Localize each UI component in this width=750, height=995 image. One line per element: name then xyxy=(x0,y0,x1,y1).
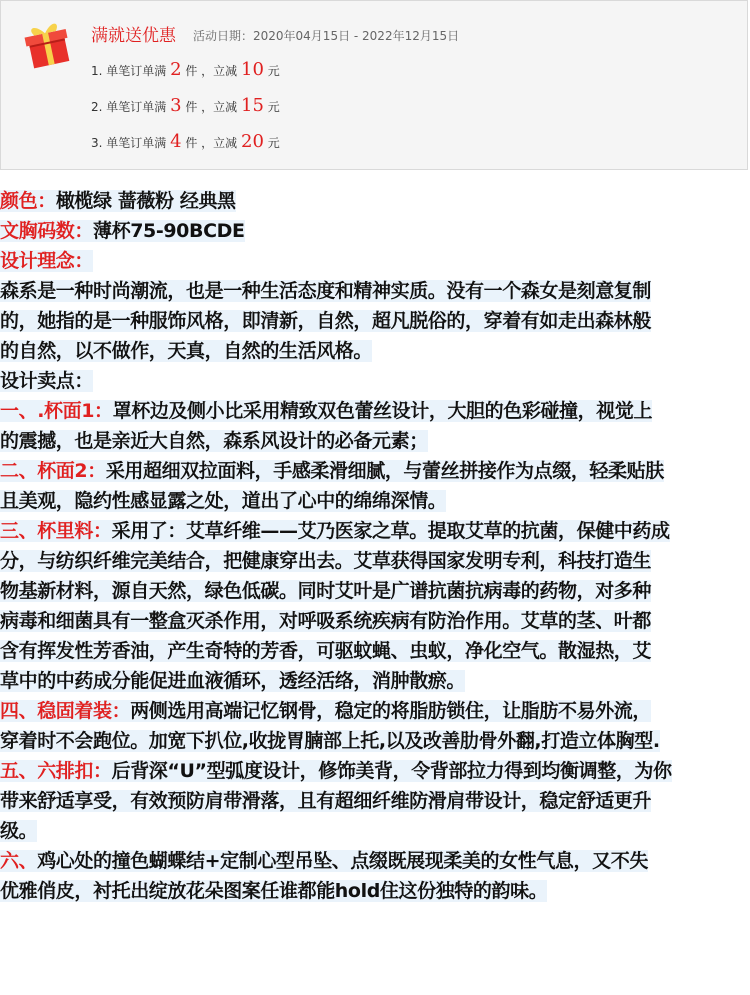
point-label: 四、稳固着装： xyxy=(0,700,131,722)
points-heading: 设计卖点： xyxy=(0,370,94,392)
point-text: 且美观，隐约性感显露之处，道出了心中的绵绵深情。 xyxy=(0,490,447,512)
color-label: 颜色： xyxy=(0,190,56,212)
selling-point-5: 五、六排扣：后背深“U”型弧度设计，修饰美背，令背部拉力得到均衡调整，为你 xyxy=(0,760,672,782)
product-description xyxy=(0,186,750,906)
selling-point-2: 二、杯面2：采用超细双拉面料，手感柔滑细腻，与蕾丝拼接作为点缀，轻柔贴肤 xyxy=(0,460,664,482)
promo-title: 满就送优惠 xyxy=(91,26,176,46)
point-label: 二、杯面2： xyxy=(0,460,106,482)
color-line xyxy=(0,186,750,216)
color-value: 橄榄绿 蔷薇粉 经典黑 xyxy=(55,190,236,212)
gift-box-icon xyxy=(23,17,73,69)
point-label: 三、杯里料： xyxy=(0,520,112,542)
rule-amount: 15 xyxy=(241,95,264,116)
concept-text: 森系是一种时尚潮流，也是一种生活态度和精神实质。没有一个森女是刻意复制 xyxy=(0,280,652,302)
point-text: 物基新材料，源自天然，绿色低碳。同时艾叶是广谱抗菌抗病毒的药物，对多种 xyxy=(0,580,652,602)
rule-quantity: 4 xyxy=(170,131,182,152)
selling-point-3: 三、杯里料：采用了：艾草纤维——艾乃医家之草。提取艾草的抗菌，保健中药成 xyxy=(0,520,670,542)
point-label: 六、 xyxy=(0,850,38,872)
concept-heading: 设计理念： xyxy=(0,250,94,272)
point-label: 五、六排扣： xyxy=(0,760,112,782)
point-text: 级。 xyxy=(0,820,38,842)
concept-text: 的自然，以不做作，天真，自然的生活风格。 xyxy=(0,340,373,362)
point-text: 含有挥发性芳香油，产生奇特的芳香，可驱蚊蝇、虫蚁，净化空气。散湿热，艾 xyxy=(0,640,652,662)
concept-text: 的，她指的是一种服饰风格，即清新，自然，超凡脱俗的，穿着有如走出森林般 xyxy=(0,310,652,332)
selling-point-1: 一、.杯面1：罩杯边及侧小比采用精致双色蕾丝设计，大胆的色彩碰撞，视觉上 xyxy=(0,400,653,422)
size-label: 文胸码数： xyxy=(0,220,94,242)
promo-rule: 1. 单笔订单满 2 件 ，立减 10 元 xyxy=(91,59,280,80)
point-text: 的震撼，也是亲近大自然，森系风设计的必备元素； xyxy=(0,430,428,452)
promo-rule: 2. 单笔订单满 3 件 ，立减 15 元 xyxy=(91,95,280,116)
selling-point-6: 六、鸡心处的撞色蝴蝶结+定制心型吊坠、点缀既展现柔美的女性气息，又不失 xyxy=(0,850,648,872)
rule-quantity: 3 xyxy=(170,95,182,116)
point-text: 穿着时不会跑位。加宽下扒位,收拢胃腩部上托,以及改善肋骨外翻,打造立体胸型. xyxy=(0,730,660,752)
promo-rule: 3. 单笔订单满 4 件 ，立减 20 元 xyxy=(91,131,280,152)
selling-point-4: 四、稳固着装：两侧选用高端记忆钢骨，稳定的将脂肪锁住，让脂肪不易外流， xyxy=(0,700,652,722)
point-text: 带来舒适享受，有效预防肩带滑落，且有超细纤维防滑肩带设计，稳定舒适更升 xyxy=(0,790,652,812)
rule-amount: 10 xyxy=(241,59,264,80)
point-text: 优雅俏皮，衬托出绽放花朵图案任谁都能hold住这份独特的韵味。 xyxy=(0,880,548,902)
point-text: 分，与纺织纤维完美结合，把健康穿出去。艾草获得国家发明专利，科技打造生 xyxy=(0,550,652,572)
rule-quantity: 2 xyxy=(170,59,182,80)
promo-panel xyxy=(0,0,748,170)
size-value: 薄杯75-90BCDE xyxy=(93,220,245,242)
promo-date: 活动日期：2020年04月15日 - 2022年12月15日 xyxy=(193,29,460,43)
point-text: 草中的中药成分能促进血液循环，透经活络，消肿散瘀。 xyxy=(0,670,466,692)
rule-amount: 20 xyxy=(241,131,264,152)
point-label: 一、.杯面1： xyxy=(0,400,113,422)
point-text: 病毒和细菌具有一整盒灭杀作用，对呼吸系统疾病有防治作用。艾草的茎、叶都 xyxy=(0,610,652,632)
size-line xyxy=(0,216,750,246)
